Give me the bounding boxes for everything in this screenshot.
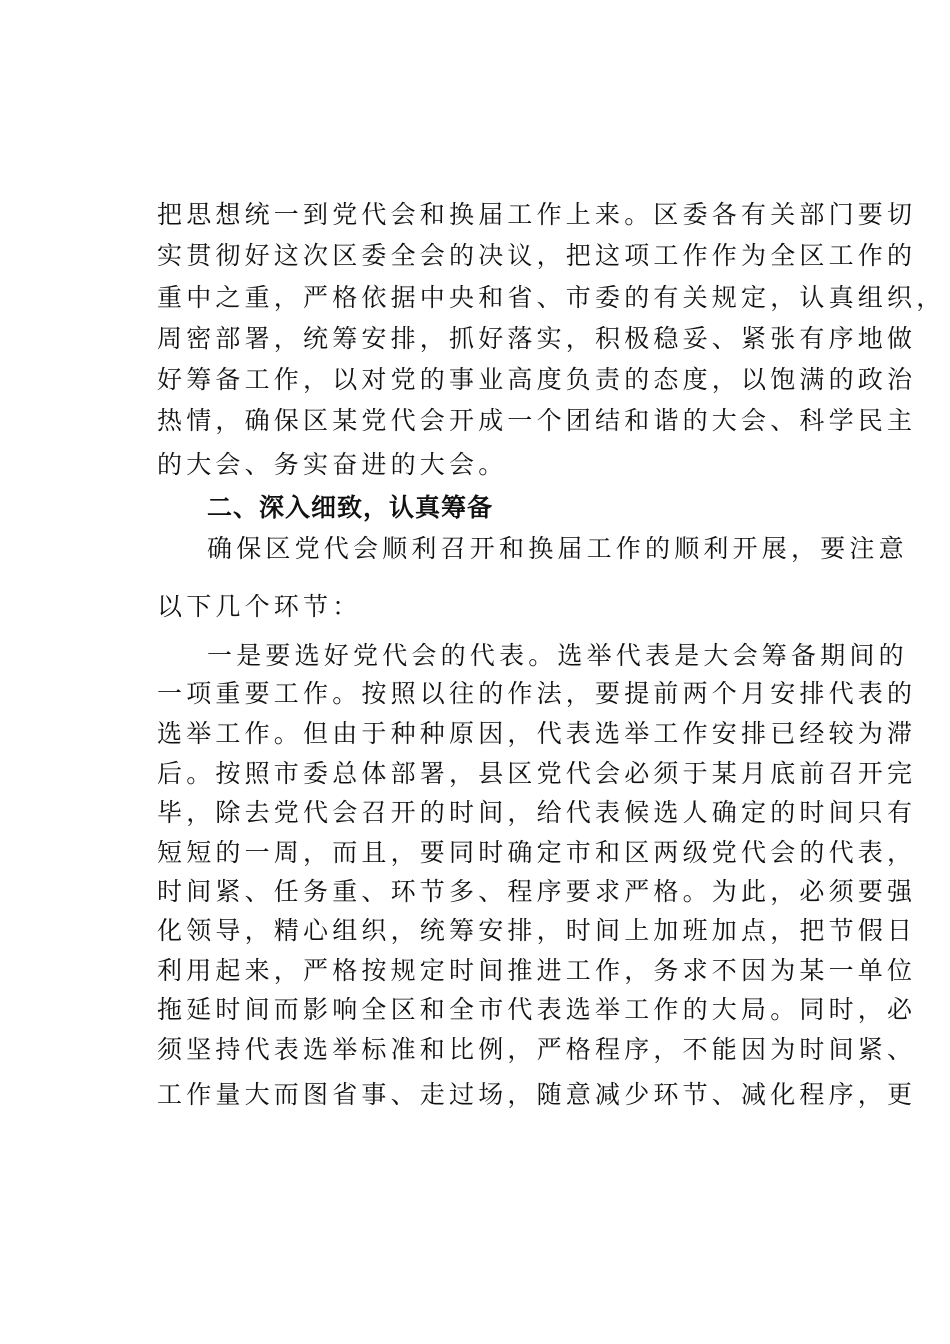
paragraph-2-line-1: 确保区党代会顺利召开和换届工作的顺利开展，要注意 [207,534,908,563]
section-heading: 二、深入细致，认真筹备 [207,493,494,522]
paragraph-3-line-4: 后。按照市委总体部署，县区党代会必须于某月底前召开完 [157,759,917,788]
paragraph-3-line-6: 短短的一周，而且，要同时确定市和区两级党代会的代表， [157,838,917,867]
paragraph-3-line-3: 选举工作。但由于种种原因，代表选举工作安排已经较为滞 [157,719,917,748]
paragraph-3-line-5: 毕，除去党代会召开的时间，给代表候选人确定的时间只有 [157,798,917,827]
paragraph-3-line-7: 时间紧、任务重、环节多、程序要求严格。为此，必须要强 [157,877,917,906]
paragraph-1-line-2: 实贯彻好这次区委全会的决议，把这项工作作为全区工作的 [157,241,917,270]
paragraph-3-line-2: 一项重要工作。按照以往的作法，要提前两个月安排代表的 [157,679,917,708]
paragraph-1-line-1: 把思想统一到党代会和换届工作上来。区委各有关部门要切 [157,200,917,229]
paragraph-3-line-10: 拖延时间而影响全区和全市代表选举工作的大局。同时，必 [157,995,917,1024]
paragraph-1-line-7: 的大会、务实奋进的大会。 [157,450,508,479]
paragraph-3-line-1: 一是要选好党代会的代表。选举代表是大会筹备期间的 [207,641,908,670]
paragraph-1-line-3: 重中之重，严格依据中央和省、市委的有关规定，认真组织， [157,283,946,312]
paragraph-1-line-6: 热情，确保区某党代会开成一个团结和谐的大会、科学民主 [157,406,917,435]
paragraph-3-line-12: 工作量大而图省事、走过场，随意减少环节、减化程序，更 [157,1080,917,1109]
paragraph-3-line-11: 须坚持代表选举标准和比例，严格程序，不能因为时间紧、 [157,1035,917,1064]
paragraph-2-line-2: 以下几个环节： [157,592,362,621]
paragraph-1-line-4: 周密部署，统筹安排，抓好落实，积极稳妥、紧张有序地做 [157,324,917,353]
paragraph-3-line-8: 化领导，精心组织，统筹安排，时间上加班加点，把节假日 [157,916,917,945]
paragraph-3-line-9: 利用起来，严格按规定时间推进工作，务求不因为某一单位 [157,956,917,985]
paragraph-1-line-5: 好筹备工作，以对党的事业高度负责的态度，以饱满的政治 [157,365,917,394]
